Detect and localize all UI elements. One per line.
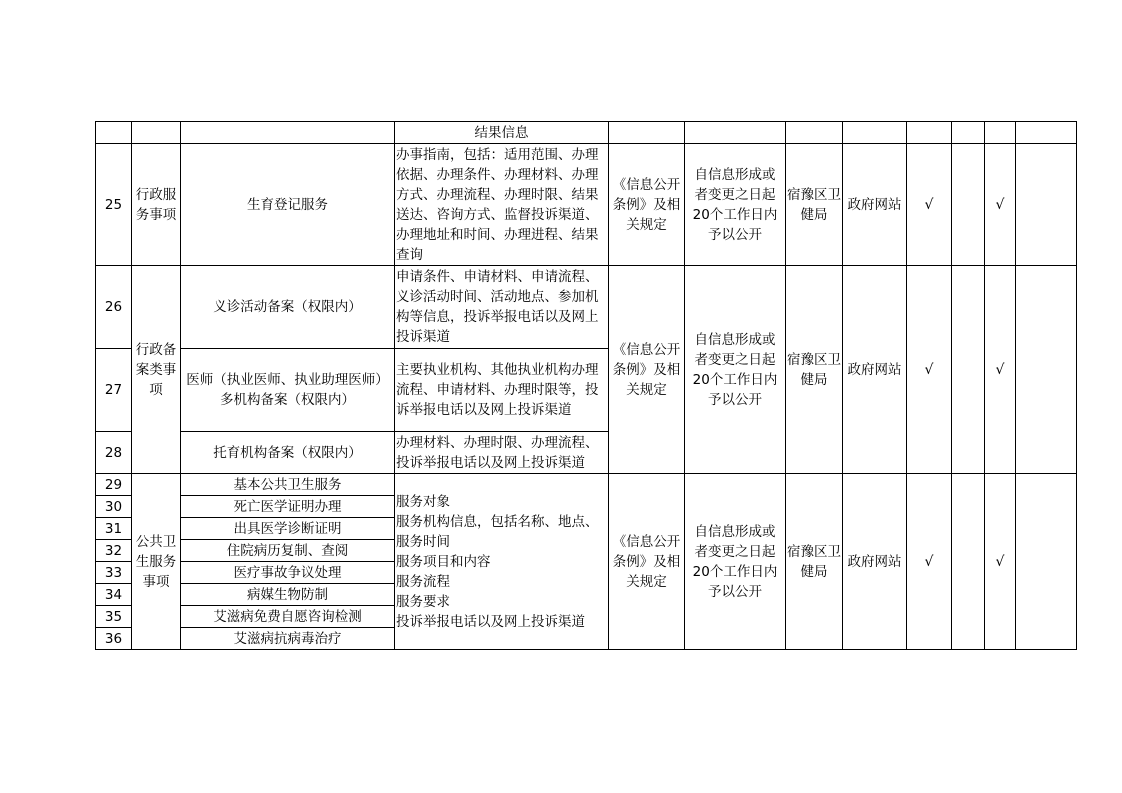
check-mark: √ xyxy=(985,144,1016,266)
row-number: 32 xyxy=(96,540,132,562)
empty-cell xyxy=(985,122,1016,144)
row-number: 34 xyxy=(96,584,132,606)
row-number: 33 xyxy=(96,562,132,584)
empty-cell xyxy=(685,122,786,144)
category-label: 公共卫生服务事项 xyxy=(135,533,177,590)
check-mark: √ xyxy=(907,266,952,474)
item-name: 死亡医学证明办理 xyxy=(181,496,395,518)
content-cell xyxy=(395,474,609,650)
empty-cell xyxy=(952,474,985,650)
row-number: 31 xyxy=(96,518,132,540)
content-line: 服务机构信息，包括名称、地点、服务时间 xyxy=(396,513,599,550)
row-number: 27 xyxy=(96,349,132,432)
table-row xyxy=(96,144,1077,266)
channel-cell: 政府网站 xyxy=(843,266,907,474)
item-name: 基本公共卫生服务 xyxy=(181,474,395,496)
header-row xyxy=(96,122,1077,144)
content-line: 投诉举报电话以及网上投诉渠道 xyxy=(396,613,585,630)
item-name: 艾滋病免费自愿咨询检测 xyxy=(181,606,395,628)
item-name: 医师（执业医师、执业助理医师）多机构备案（权限内） xyxy=(181,349,395,432)
empty-cell xyxy=(843,122,907,144)
empty-cell xyxy=(907,122,952,144)
basis-cell: 《信息公开条例》及相关规定 xyxy=(609,474,685,650)
check-mark: √ xyxy=(907,474,952,650)
content-cell: 办理材料、办理时限、办理流程、投诉举报电话以及网上投诉渠道 xyxy=(395,432,609,474)
empty-cell xyxy=(181,122,395,144)
check-mark: √ xyxy=(907,144,952,266)
timeline-cell: 自信息形成或者变更之日起20个工作日内予以公开 xyxy=(685,144,786,266)
content-line: 服务对象 xyxy=(396,493,450,510)
check-mark: √ xyxy=(985,474,1016,650)
row-number: 25 xyxy=(96,144,132,266)
item-name: 病媒生物防制 xyxy=(181,584,395,606)
content-cell: 申请条件、申请材料、申请流程、义诊活动时间、活动地点、参加机构等信息，投诉举报电话以及网上投诉渠道 xyxy=(395,266,609,349)
content-line: 服务项目和内容 xyxy=(396,553,491,570)
subject-cell: 宿豫区卫健局 xyxy=(786,144,843,266)
row-number: 36 xyxy=(96,628,132,650)
empty-cell xyxy=(1016,266,1077,474)
content-header-cell: 结果信息 xyxy=(395,122,609,144)
category-cell xyxy=(132,474,181,650)
channel-cell: 政府网站 xyxy=(843,474,907,650)
check-mark: √ xyxy=(985,266,1016,474)
category-cell: 行政服务事项 xyxy=(132,144,181,266)
basis-cell: 《信息公开条例》及相关规定 xyxy=(609,266,685,474)
content-cell: 主要执业机构、其他执业机构办理流程、申请材料、办理时限等，投诉举报电话以及网上投诉渠道 xyxy=(395,349,609,432)
subject-cell: 宿豫区卫健局 xyxy=(786,266,843,474)
item-name: 艾滋病抗病毒治疗 xyxy=(181,628,395,650)
item-name: 出具医学诊断证明 xyxy=(181,518,395,540)
row-number: 26 xyxy=(96,266,132,349)
empty-cell xyxy=(1016,474,1077,650)
item-name: 医疗事故争议处理 xyxy=(181,562,395,584)
row-number: 30 xyxy=(96,496,132,518)
item-name: 托育机构备案（权限内） xyxy=(181,432,395,474)
category-cell: 行政备案类事项 xyxy=(132,266,181,474)
empty-cell xyxy=(952,266,985,474)
row-number: 35 xyxy=(96,606,132,628)
empty-cell xyxy=(952,144,985,266)
item-name: 住院病历复制、查阅 xyxy=(181,540,395,562)
empty-cell xyxy=(1016,144,1077,266)
table-row xyxy=(96,266,1077,349)
empty-cell xyxy=(609,122,685,144)
empty-cell xyxy=(786,122,843,144)
timeline-cell: 自信息形成或者变更之日起20个工作日内予以公开 xyxy=(685,266,786,474)
row-number: 28 xyxy=(96,432,132,474)
basis-cell: 《信息公开条例》及相关规定 xyxy=(609,144,685,266)
content-line: 服务流程 xyxy=(396,573,450,590)
content-line: 服务要求 xyxy=(396,593,450,610)
item-name: 义诊活动备案（权限内） xyxy=(181,266,395,349)
row-number: 29 xyxy=(96,474,132,496)
empty-cell xyxy=(952,122,985,144)
empty-cell xyxy=(96,122,132,144)
disclosure-table xyxy=(95,121,1077,650)
content-cell: 办事指南，包括：适用范围、办理依据、办理条件、办理材料、办理方式、办理流程、办理时限、结果送达、咨询方式、监督投诉渠道、办理地址和时间、办理进程、结果查询 xyxy=(395,144,609,266)
subject-cell: 宿豫区卫健局 xyxy=(786,474,843,650)
timeline-cell: 自信息形成或者变更之日起20个工作日内予以公开 xyxy=(685,474,786,650)
table-row xyxy=(96,474,1077,496)
item-name: 生育登记服务 xyxy=(181,144,395,266)
channel-cell: 政府网站 xyxy=(843,144,907,266)
empty-cell xyxy=(1016,122,1077,144)
empty-cell xyxy=(132,122,181,144)
